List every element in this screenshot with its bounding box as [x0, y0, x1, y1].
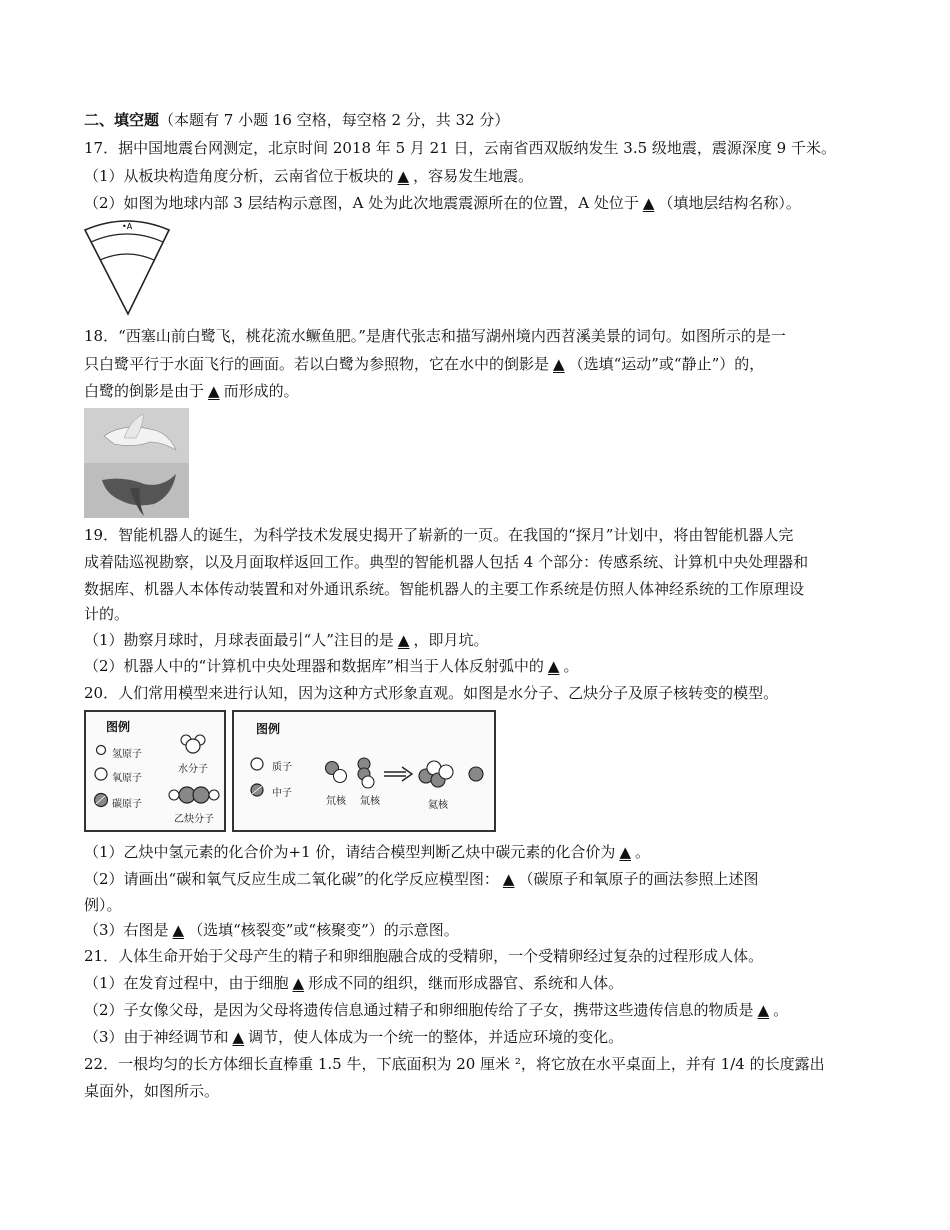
q20-stem: 20．人们常用模型来进行认知，因为这种方式形象直观。如图是水分子、乙炔分子及原子核转变的模型。: [84, 684, 779, 702]
legend-title: 图例: [256, 722, 281, 736]
answer-blank[interactable]: ▲: [553, 355, 565, 373]
q18-line2: [84, 354, 764, 374]
q19-part1: [84, 630, 488, 650]
q19-part1-text: （1）勘察月球时，月球表面最引“人”注目的是: [84, 631, 394, 649]
q21-part1-text: （1）在发育过程中，由于细胞: [84, 974, 289, 992]
q21-part1-tail: 形成不同的组织，继而形成器官、系统和人体。: [308, 974, 624, 992]
water-label: 水分子: [178, 764, 208, 775]
q20-part2-cont: 例）。: [84, 896, 122, 914]
hydrogen-atom-icon: [97, 746, 106, 755]
q17-part2: [84, 193, 801, 213]
acetylene-molecule-icon: [168, 784, 220, 806]
answer-blank[interactable]: ▲: [208, 382, 220, 400]
answer-blank[interactable]: ▲: [397, 631, 410, 649]
earth-structure-figure: [82, 218, 172, 318]
q18-line3-tail: 而形成的。: [223, 382, 299, 400]
atom-legend-icons: [94, 744, 108, 824]
q20-part1-tail: 。: [634, 843, 650, 861]
answer-blank[interactable]: ▲: [397, 167, 410, 185]
q19-part2: [84, 656, 578, 676]
q18-line3-text: 白鹭的倒影是由于: [84, 382, 205, 400]
answer-blank[interactable]: ▲: [642, 194, 655, 212]
q20-part2-text: （2）请画出“碳和氧气反应生成二氧化碳”的化学反应模型图：: [84, 870, 499, 888]
proton-icon: [251, 758, 263, 770]
q21-part2-tail: 。: [773, 1001, 789, 1019]
free-neutron-icon: [469, 767, 483, 781]
q18-line3: [84, 381, 299, 401]
q19-line4: 计的。: [84, 605, 130, 623]
q21-part3: [84, 1027, 623, 1047]
q19-part2-tail: 。: [563, 657, 579, 675]
q19-part2-text: （2）机器人中的“计算机中央处理器和数据库”相当于人体反射弧中的: [84, 657, 544, 675]
q18-line2-tail: （选填“运动”或“静止”）的，: [568, 355, 765, 373]
q17-part2-text: （2）如图为地球内部 3 层结构示意图，A 处为此次地震震源所在的位置，A 处位于: [84, 194, 639, 212]
q21-part3-tail: 调节，使人体成为一个统一的整体，并适应环境的变化。: [248, 1028, 624, 1046]
q20-part2-tail: （碳原子和氧原子的画法参照上述图: [518, 870, 759, 888]
q21-stem: 21．人体生命开始于父母产生的精子和卵细胞融合成的受精卵，一个受精卵经过复杂的过程形成人体。: [84, 947, 764, 965]
section-note: （本题有 7 小题 16 空格，每空格 2 分，共 32 分）: [159, 111, 510, 129]
q17-part1-text: （1）从板块构造角度分析，云南省位于板块的: [84, 167, 394, 185]
helium-proton-icon: [439, 765, 453, 779]
answer-blank[interactable]: ▲: [547, 657, 560, 675]
q21-part3-text: （3）由于神经调节和: [84, 1028, 229, 1046]
nuclear-reaction-figure: [232, 710, 496, 832]
q20-part2: [84, 869, 758, 889]
answer-blank[interactable]: ▲: [292, 974, 305, 992]
q21-part2: [84, 1000, 788, 1020]
acetylene-label: 乙炔分子: [174, 814, 214, 825]
q19-line2: 成着陆巡视勘察，以及月面取样返回工作。典型的智能机器人包括 4 个部分：传感系统、计算机中央处理器和: [84, 553, 809, 571]
q17-part1: [84, 166, 533, 186]
deuterium-proton-icon: [334, 770, 347, 783]
neutron-label: 中子: [272, 788, 292, 799]
water-molecule-icon: [178, 732, 208, 756]
q21-part2-text: （2）子女像父母，是因为父母将遗传信息通过精子和卵细胞传给了子女，携带这些遗传信息的物质是: [84, 1001, 754, 1019]
answer-blank[interactable]: ▲: [172, 921, 185, 939]
answer-blank[interactable]: ▲: [502, 870, 515, 888]
q22-line2: 桌面外，如图所示。: [84, 1082, 220, 1100]
tritium-proton-icon: [362, 776, 374, 788]
answer-blank[interactable]: ▲: [619, 843, 631, 861]
point-a-label: •A: [122, 222, 133, 231]
q18-line2-text: 只白鹭平行于水面飞行的画面。若以白鹭为参照物，它在水中的倒影是: [84, 355, 550, 373]
q17-stem: 17．据中国地震台网测定，北京时间 2018 年 5 月 21 日，云南省西双版纳发生 3.5 级地震，震源深度 9 千米。: [84, 139, 836, 157]
answer-blank[interactable]: ▲: [757, 1001, 770, 1019]
carbon-label: 碳原子: [112, 799, 142, 810]
arrow-icon: [384, 767, 412, 781]
q17-part1-tail: ，容易发生地震。: [413, 167, 534, 185]
helium-label: 氦核: [428, 800, 448, 811]
particle-legend-icons: [248, 756, 266, 800]
legend-title: 图例: [106, 720, 131, 734]
q20-part1-text: （1）乙炔中氢元素的化合价为+1 价，请结合模型判断乙炔中碳元素的化合价为: [84, 843, 616, 861]
q19-line3: 数据库、机器人本体传动装置和对外通讯系统。智能机器人的主要工作系统是仿照人体神经系统的工作原理设: [84, 580, 805, 598]
q19-line1: 19．智能机器人的诞生，为科学技术发展史揭开了崭新的一页。在我国的“探月”计划中，将由智能机器人完: [84, 526, 794, 544]
q19-part1-tail: ，即月坑。: [413, 631, 489, 649]
molecule-legend-figure: [84, 710, 226, 832]
q20-part1: [84, 842, 650, 862]
oxygen-atom-icon: [95, 768, 107, 780]
q21-part1: [84, 973, 623, 993]
oxygen-label: 氧原子: [112, 773, 142, 784]
egret-photo: [84, 408, 189, 518]
tritium-label: 氚核: [360, 796, 380, 807]
fusion-diagram: [322, 756, 492, 792]
answer-blank[interactable]: ▲: [232, 1028, 245, 1046]
q20-part3-text: （3）右图是: [84, 921, 169, 939]
q20-part3: [84, 920, 459, 940]
section-title: 二、填空题: [84, 111, 160, 129]
q20-part3-tail: （选填“核裂变”或“核聚变”）的示意图。: [188, 921, 459, 939]
proton-label: 质子: [272, 762, 292, 773]
hydrogen-label: 氢原子: [112, 749, 142, 760]
q22-line1: 22．一根均匀的长方体细长直棒重 1.5 牛，下底面积为 20 厘米 ²，将它放在水平桌面上，并有 1/4 的长度露出: [84, 1055, 825, 1073]
q18-line1: 18．“西塞山前白鹭飞，桃花流水鳜鱼肥。”是唐代张志和描写湖州境内西苕溪美景的词句。如图所示的是一: [84, 327, 786, 345]
deuterium-label: 氘核: [326, 796, 346, 807]
q17-part2-tail: （填地层结构名称）。: [658, 194, 801, 212]
section-heading: [84, 110, 509, 130]
